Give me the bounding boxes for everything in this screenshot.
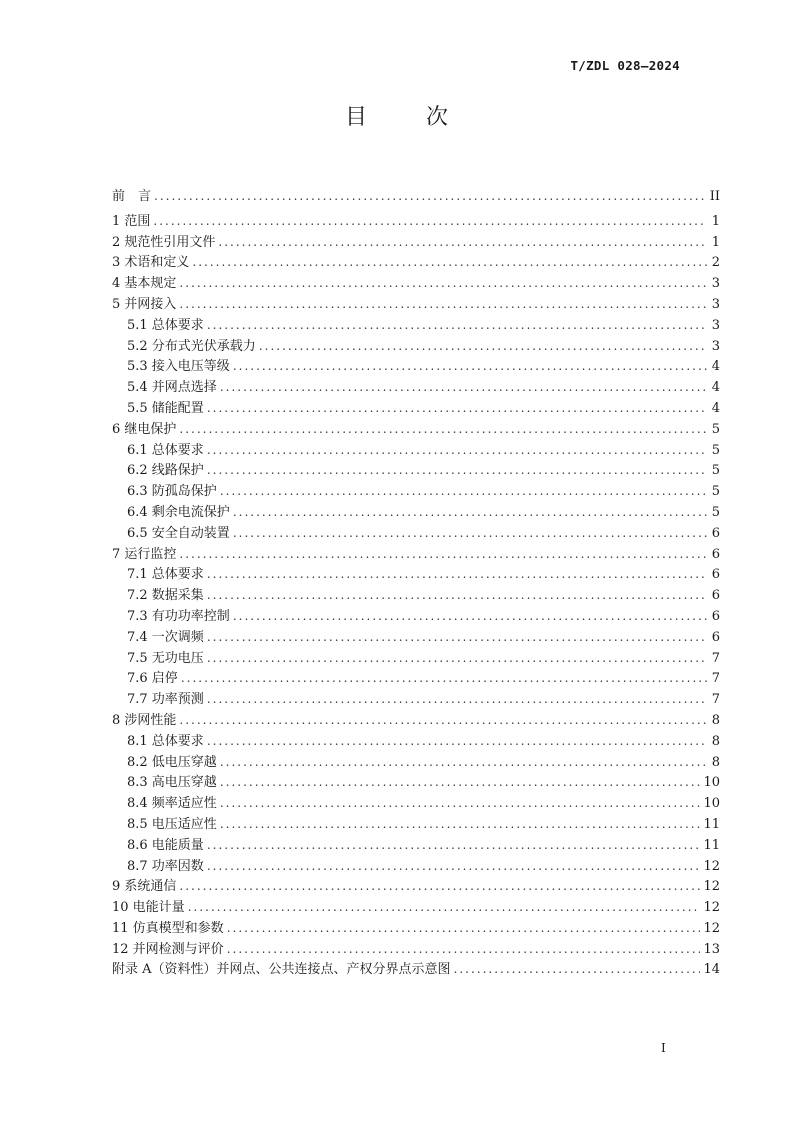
toc-entry[interactable] [112, 480, 720, 501]
toc-leader-dots [181, 671, 707, 685]
toc-entry[interactable] [112, 210, 720, 231]
toc-entry-page: II [709, 189, 720, 204]
toc-entry-label: 3 术语和定义 [112, 255, 190, 271]
toc-leader-dots [207, 463, 707, 477]
toc-entry[interactable] [112, 355, 720, 376]
toc-entry[interactable] [112, 605, 720, 626]
toc-entry-label: 12 并网检测与评价 [112, 941, 224, 957]
toc-entry-page: 4 [711, 400, 720, 416]
toc-leader-dots [207, 567, 707, 581]
toc-entry-label: 2 规范性引用文件 [112, 234, 216, 250]
toc-entry-page: 4 [711, 359, 720, 375]
toc-entry-page: 12 [703, 858, 720, 874]
toc-leader-dots [218, 235, 707, 249]
toc-entry[interactable] [112, 335, 720, 356]
toc-entry-label: 8.7 功率因数 [127, 858, 204, 874]
toc-entry-page: 7 [711, 692, 720, 708]
toc-entry[interactable] [112, 938, 720, 959]
toc-entry-page: 11 [703, 816, 720, 832]
toc-entry-label: 6.2 线路保护 [127, 463, 204, 479]
toc-leader-dots [153, 214, 707, 228]
toc-entry[interactable] [112, 813, 720, 834]
toc-entry-label: 4 基本规定 [112, 276, 177, 292]
toc-entry[interactable] [112, 376, 720, 397]
toc-leader-dots [188, 900, 701, 914]
toc-entry[interactable] [112, 771, 720, 792]
toc-leader-dots [207, 318, 707, 332]
toc-entry-page: 6 [711, 608, 720, 624]
toc-leader-dots [179, 276, 707, 290]
toc-entry-label: 6.5 安全自动装置 [127, 525, 230, 541]
toc-entry-label: 5.2 分布式光伏承载力 [127, 338, 256, 354]
toc-entry-label: 附录 A（资料性）并网点、公共连接点、产权分界点示意图 [112, 962, 451, 978]
toc-entry-page: 12 [703, 900, 720, 916]
toc-entry[interactable] [112, 855, 720, 876]
toc-entry[interactable] [112, 251, 720, 272]
toc-leader-dots [207, 651, 707, 665]
toc-entry-label: 9 系统通信 [112, 879, 177, 895]
toc-entry-label: 8.6 电能质量 [127, 837, 204, 853]
toc-entry-label: 6.3 防孤岛保护 [127, 484, 217, 500]
toc-leader-dots [179, 713, 707, 727]
toc-entry-page: 11 [703, 837, 720, 853]
toc-entry-label: 7.1 总体要求 [127, 567, 204, 583]
toc-entry-label: 前 言 [112, 189, 152, 204]
toc-entry[interactable] [112, 439, 720, 460]
toc-entry[interactable] [112, 543, 720, 564]
toc-entry[interactable] [112, 231, 720, 252]
toc-entry-page: 6 [711, 525, 720, 541]
toc-entry-page: 12 [703, 920, 720, 936]
toc-leader-dots [220, 775, 701, 789]
toc-entry-page: 8 [711, 754, 720, 770]
toc-entry-label: 8 涉网性能 [112, 712, 177, 728]
toc-entry[interactable] [112, 522, 720, 543]
toc-entry-label: 7.3 有功功率控制 [127, 608, 230, 624]
toc-leader-dots [207, 838, 701, 852]
toc-entry[interactable] [112, 917, 720, 938]
page-title: 目 次 [345, 105, 474, 130]
toc-entry-label: 7.5 无功电压 [127, 650, 204, 666]
toc-leader-dots [454, 962, 701, 976]
toc-leader-dots [227, 942, 701, 956]
toc-entry[interactable] [112, 667, 720, 688]
toc-entry-label: 5 并网接入 [112, 296, 177, 312]
toc-entry[interactable] [112, 314, 720, 335]
toc-entry-label: 7.6 启停 [127, 671, 178, 687]
toc-entry-label: 8.2 低电压穿越 [127, 754, 217, 770]
toc-leader-dots [207, 734, 707, 748]
toc-leader-dots [233, 609, 707, 623]
toc-entry-page: 6 [711, 567, 720, 583]
toc-entry-page: 5 [711, 463, 720, 479]
toc-leader-dots [207, 588, 707, 602]
toc-leader-dots [207, 401, 707, 415]
toc-entry-label: 5.1 总体要求 [127, 317, 204, 333]
toc-entry-page: 8 [711, 712, 720, 728]
toc-entry[interactable] [112, 688, 720, 709]
toc-leader-dots [220, 380, 707, 394]
toc-entry-label: 6.1 总体要求 [127, 442, 204, 458]
toc-entry-page: 12 [703, 879, 720, 895]
toc-entry-label: 5.3 接入电压等级 [127, 359, 230, 375]
toc-entry[interactable] [112, 584, 720, 605]
toc-entry-label: 7 运行监控 [112, 546, 177, 562]
toc-leader-dots [179, 547, 707, 561]
toc-entry[interactable] [112, 958, 720, 979]
toc-entry-page: 13 [703, 941, 720, 957]
toc-entry-page: 7 [711, 650, 720, 666]
toc-entry-label: 8.5 电压适应性 [127, 816, 217, 832]
toc-entry-page: 4 [711, 380, 720, 396]
toc-entry[interactable] [112, 272, 720, 293]
toc-entry-label: 8.4 频率适应性 [127, 796, 217, 812]
toc-entry-label: 7.7 功率预测 [127, 692, 204, 708]
toc-entry-page: 7 [711, 671, 720, 687]
toc-entry-label: 5.4 并网点选择 [127, 380, 217, 396]
toc-entry-page: 3 [711, 276, 720, 292]
toc-entry[interactable] [112, 896, 720, 917]
toc-leader-dots [207, 859, 701, 873]
toc-entry[interactable] [112, 751, 720, 772]
toc-entry-page: 6 [711, 546, 720, 562]
toc-leader-dots [220, 484, 707, 498]
table-of-contents [112, 185, 720, 979]
toc-leader-dots [233, 526, 707, 540]
toc-entry-label: 8.1 总体要求 [127, 733, 204, 749]
toc-leader-dots [259, 339, 707, 353]
toc-entry-label: 7.4 一次调频 [127, 629, 204, 645]
toc-leader-dots [220, 817, 701, 831]
toc-entry-page: 1 [711, 234, 720, 250]
toc-entry[interactable] [112, 418, 720, 439]
toc-leader-dots [233, 505, 707, 519]
footer-page-number: I [661, 1041, 666, 1055]
toc-entry[interactable] [112, 397, 720, 418]
toc-entry[interactable] [112, 185, 720, 206]
toc-entry-page: 5 [711, 484, 720, 500]
toc-entry-label: 6.4 剩余电流保护 [127, 504, 230, 520]
toc-entry-page: 10 [703, 775, 720, 791]
toc-entry-page: 5 [711, 442, 720, 458]
toc-leader-dots [179, 422, 707, 436]
toc-entry-page: 8 [711, 733, 720, 749]
toc-entry[interactable] [112, 293, 720, 314]
toc-entry-page: 3 [711, 296, 720, 312]
toc-leader-dots [207, 443, 707, 457]
toc-entry[interactable] [112, 709, 720, 730]
toc-entry-label: 11 仿真模型和参数 [112, 920, 224, 936]
toc-leader-dots [154, 189, 707, 203]
toc-entry-page: 10 [703, 796, 720, 812]
toc-leader-dots [207, 692, 707, 706]
toc-entry[interactable] [112, 875, 720, 896]
toc-entry-page: 5 [711, 421, 720, 437]
toc-entry-label: 10 电能计量 [112, 900, 185, 916]
toc-entry-page: 5 [711, 504, 720, 520]
toc-leader-dots [233, 359, 707, 373]
toc-entry[interactable] [112, 563, 720, 584]
toc-entry-label: 1 范围 [112, 213, 151, 229]
document-code: T/ZDL 028—2024 [570, 58, 680, 73]
toc-entry-label: 6 继电保护 [112, 421, 177, 437]
toc-leader-dots [207, 630, 707, 644]
toc-entry[interactable] [112, 459, 720, 480]
toc-leader-dots [220, 755, 707, 769]
toc-entry[interactable] [112, 501, 720, 522]
toc-leader-dots [179, 879, 700, 893]
toc-entry[interactable] [112, 626, 720, 647]
toc-entry[interactable] [112, 647, 720, 668]
toc-entry-page: 3 [711, 338, 720, 354]
toc-leader-dots [220, 796, 701, 810]
toc-entry[interactable] [112, 834, 720, 855]
toc-leader-dots [227, 921, 701, 935]
toc-entry-page: 1 [711, 213, 720, 229]
toc-entry[interactable] [112, 792, 720, 813]
toc-entry-page: 14 [703, 962, 720, 978]
toc-entry-label: 8.3 高电压穿越 [127, 775, 217, 791]
toc-entry[interactable] [112, 730, 720, 751]
toc-leader-dots [179, 297, 707, 311]
toc-entry-label: 7.2 数据采集 [127, 588, 204, 604]
toc-entry-page: 6 [711, 629, 720, 645]
toc-entry-page: 6 [711, 588, 720, 604]
toc-entry-page: 3 [711, 317, 720, 333]
toc-leader-dots [192, 255, 707, 269]
toc-entry-label: 5.5 储能配置 [127, 400, 204, 416]
toc-entry-page: 2 [711, 255, 720, 271]
